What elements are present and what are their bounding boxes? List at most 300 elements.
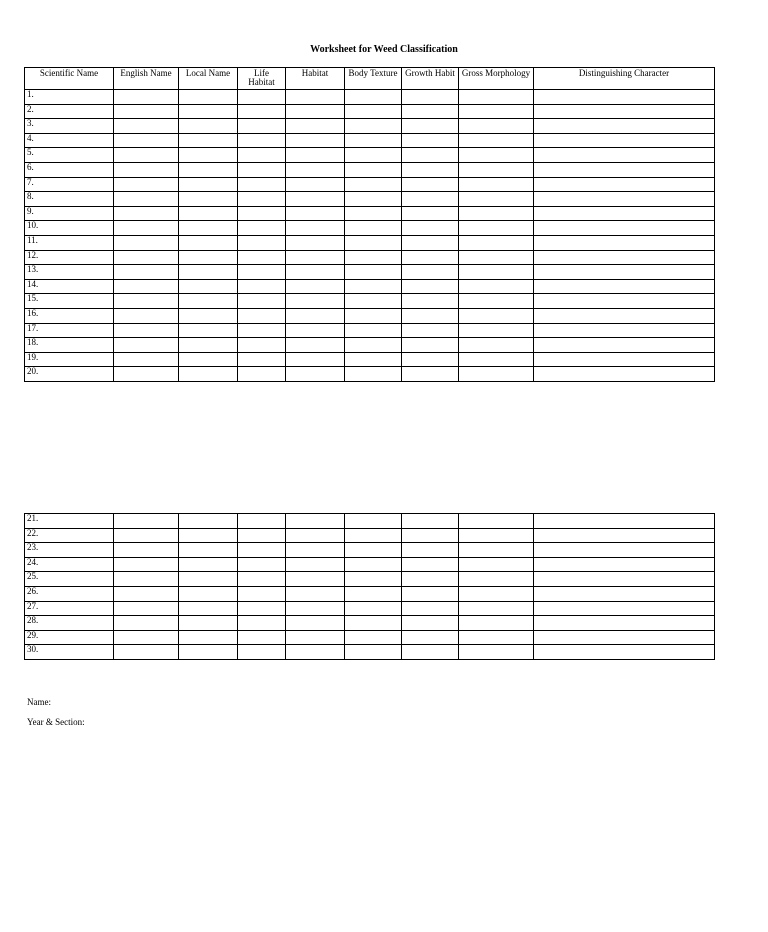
table-row — [25, 352, 715, 367]
table-cell — [345, 308, 402, 323]
table-cell — [459, 206, 534, 221]
column-header: English Name — [114, 68, 179, 90]
table-cell — [534, 616, 715, 631]
table-cell — [402, 104, 459, 119]
table-cell — [179, 630, 238, 645]
table-cell — [114, 235, 179, 250]
table-cell — [402, 557, 459, 572]
table-cell — [238, 192, 286, 207]
row-number: 3. — [25, 119, 114, 134]
table-cell — [179, 294, 238, 309]
table-cell — [345, 645, 402, 660]
table-cell — [238, 543, 286, 558]
table-cell — [179, 162, 238, 177]
table-cell — [459, 572, 534, 587]
table-cell — [114, 338, 179, 353]
row-number: 13. — [25, 265, 114, 280]
table-cell — [238, 250, 286, 265]
table-row — [25, 250, 715, 265]
table-cell — [345, 630, 402, 645]
table-cell — [402, 294, 459, 309]
table-cell — [345, 265, 402, 280]
table-cell — [459, 630, 534, 645]
table-cell — [238, 586, 286, 601]
table-cell — [114, 104, 179, 119]
table-cell — [114, 616, 179, 631]
table-cell — [534, 250, 715, 265]
row-number: 8. — [25, 192, 114, 207]
table-cell — [534, 645, 715, 660]
row-number: 30. — [25, 645, 114, 660]
table-cell — [114, 528, 179, 543]
table-cell — [402, 572, 459, 587]
table-cell — [179, 177, 238, 192]
table-cell — [534, 352, 715, 367]
table-cell — [345, 90, 402, 105]
table-cell — [459, 543, 534, 558]
table-cell — [286, 557, 345, 572]
table-row — [25, 90, 715, 105]
table-cell — [534, 543, 715, 558]
column-header: Habitat — [286, 68, 345, 90]
table-cell — [345, 557, 402, 572]
row-number: 4. — [25, 133, 114, 148]
table-cell — [402, 308, 459, 323]
table-cell — [402, 265, 459, 280]
table-cell — [345, 279, 402, 294]
column-header: Gross Morphology — [459, 68, 534, 90]
table-row — [25, 119, 715, 134]
table-row — [25, 323, 715, 338]
table-cell — [402, 133, 459, 148]
table-cell — [286, 206, 345, 221]
table-cell — [238, 528, 286, 543]
table-cell — [179, 514, 238, 529]
table-cell — [345, 601, 402, 616]
table-cell — [114, 294, 179, 309]
table-cell — [345, 119, 402, 134]
table-cell — [459, 162, 534, 177]
table-cell — [534, 630, 715, 645]
table-cell — [534, 338, 715, 353]
table-cell — [459, 177, 534, 192]
table-cell — [345, 221, 402, 236]
table-cell — [459, 148, 534, 163]
table-cell — [534, 265, 715, 280]
row-number: 15. — [25, 294, 114, 309]
table-row — [25, 543, 715, 558]
table-cell — [179, 133, 238, 148]
table-cell — [459, 616, 534, 631]
table-row — [25, 177, 715, 192]
table-cell — [238, 616, 286, 631]
table-cell — [345, 352, 402, 367]
table-cell — [238, 206, 286, 221]
table-cell — [402, 221, 459, 236]
table-cell — [345, 338, 402, 353]
table-cell — [402, 367, 459, 382]
table-cell — [286, 572, 345, 587]
table-cell — [534, 528, 715, 543]
table-cell — [459, 352, 534, 367]
table-row — [25, 148, 715, 163]
row-number: 28. — [25, 616, 114, 631]
table-cell — [238, 162, 286, 177]
table-cell — [179, 90, 238, 105]
table-cell — [179, 279, 238, 294]
row-number: 24. — [25, 557, 114, 572]
table-cell — [534, 177, 715, 192]
table-cell — [402, 528, 459, 543]
table-cell — [534, 308, 715, 323]
table-cell — [402, 645, 459, 660]
row-number: 18. — [25, 338, 114, 353]
table-cell — [459, 90, 534, 105]
table-row — [25, 338, 715, 353]
table-cell — [534, 572, 715, 587]
table-cell — [238, 279, 286, 294]
table-cell — [345, 528, 402, 543]
table-cell — [459, 323, 534, 338]
table-cell — [179, 616, 238, 631]
table-cell — [179, 104, 238, 119]
table-cell — [286, 265, 345, 280]
table-cell — [534, 557, 715, 572]
table-cell — [114, 148, 179, 163]
table-cell — [179, 557, 238, 572]
table-cell — [238, 514, 286, 529]
table-cell — [459, 528, 534, 543]
table-cell — [286, 279, 345, 294]
column-header: Scientific Name — [25, 68, 114, 90]
table-cell — [402, 338, 459, 353]
row-number: 25. — [25, 572, 114, 587]
column-header: Body Texture — [345, 68, 402, 90]
table-cell — [345, 133, 402, 148]
table-cell — [286, 528, 345, 543]
table-cell — [238, 221, 286, 236]
table-cell — [114, 645, 179, 660]
table-cell — [238, 90, 286, 105]
table-cell — [114, 279, 179, 294]
table-cell — [459, 367, 534, 382]
table-cell — [534, 367, 715, 382]
table-cell — [238, 119, 286, 134]
table-cell — [179, 308, 238, 323]
table-cell — [286, 352, 345, 367]
column-header: Growth Habit — [402, 68, 459, 90]
row-number: 21. — [25, 514, 114, 529]
table-cell — [179, 265, 238, 280]
table-cell — [238, 265, 286, 280]
table-cell — [402, 323, 459, 338]
table-cell — [534, 601, 715, 616]
table-row — [25, 294, 715, 309]
table-cell — [402, 162, 459, 177]
table-cell — [402, 352, 459, 367]
table-cell — [402, 90, 459, 105]
table-cell — [459, 514, 534, 529]
row-number: 1. — [25, 90, 114, 105]
table-cell — [179, 148, 238, 163]
table-cell — [286, 162, 345, 177]
table-cell — [345, 572, 402, 587]
table-cell — [345, 616, 402, 631]
table-cell — [534, 90, 715, 105]
table-cell — [345, 162, 402, 177]
table-cell — [114, 543, 179, 558]
table-cell — [238, 557, 286, 572]
row-number: 16. — [25, 308, 114, 323]
table-cell — [238, 630, 286, 645]
table-row — [25, 162, 715, 177]
table-cell — [345, 323, 402, 338]
row-number: 29. — [25, 630, 114, 645]
table-cell — [286, 104, 345, 119]
table-cell — [114, 250, 179, 265]
row-number: 11. — [25, 235, 114, 250]
table-cell — [286, 177, 345, 192]
table-cell — [286, 133, 345, 148]
row-number: 7. — [25, 177, 114, 192]
table-cell — [238, 645, 286, 660]
table-cell — [534, 133, 715, 148]
row-number: 23. — [25, 543, 114, 558]
table-cell — [238, 235, 286, 250]
table-cell — [179, 645, 238, 660]
table-cell — [345, 294, 402, 309]
table-cell — [459, 235, 534, 250]
table-cell — [179, 221, 238, 236]
table-cell — [459, 133, 534, 148]
table-cell — [459, 294, 534, 309]
table-row — [25, 206, 715, 221]
table-row — [25, 645, 715, 660]
table-row — [25, 221, 715, 236]
table-cell — [179, 119, 238, 134]
table-cell — [534, 514, 715, 529]
table-cell — [402, 119, 459, 134]
table-cell — [286, 119, 345, 134]
table-row — [25, 557, 715, 572]
table-row — [25, 367, 715, 382]
table-cell — [402, 601, 459, 616]
table-cell — [114, 221, 179, 236]
worksheet-title: Worksheet for Weed Classification — [310, 44, 458, 55]
table-cell — [345, 586, 402, 601]
table-cell — [179, 192, 238, 207]
table-cell — [114, 352, 179, 367]
table-cell — [345, 235, 402, 250]
table-row — [25, 235, 715, 250]
table-cell — [238, 104, 286, 119]
table-cell — [459, 265, 534, 280]
table-cell — [114, 601, 179, 616]
table-cell — [534, 279, 715, 294]
table-cell — [286, 616, 345, 631]
row-number: 20. — [25, 367, 114, 382]
table-cell — [114, 119, 179, 134]
table-cell — [402, 616, 459, 631]
table-cell — [345, 104, 402, 119]
table-cell — [238, 338, 286, 353]
table-cell — [534, 221, 715, 236]
column-header: Local Name — [179, 68, 238, 90]
table-cell — [345, 177, 402, 192]
table-cell — [345, 514, 402, 529]
table-cell — [459, 557, 534, 572]
table-cell — [179, 586, 238, 601]
table-cell — [534, 586, 715, 601]
row-number: 19. — [25, 352, 114, 367]
table-cell — [459, 192, 534, 207]
table-row — [25, 133, 715, 148]
table-cell — [286, 235, 345, 250]
table-cell — [402, 250, 459, 265]
table-cell — [402, 206, 459, 221]
name-field-label: Name: — [27, 697, 51, 707]
table-cell — [286, 601, 345, 616]
table-cell — [402, 235, 459, 250]
table-cell — [534, 192, 715, 207]
table-cell — [114, 557, 179, 572]
table-cell — [286, 367, 345, 382]
row-number: 9. — [25, 206, 114, 221]
table-cell — [238, 133, 286, 148]
table-cell — [114, 192, 179, 207]
table-cell — [402, 148, 459, 163]
table-row — [25, 265, 715, 280]
year-section-field-label: Year & Section: — [27, 717, 85, 727]
table-cell — [286, 323, 345, 338]
table-cell — [114, 206, 179, 221]
table-cell — [179, 206, 238, 221]
table-row — [25, 630, 715, 645]
table-cell — [534, 294, 715, 309]
table-cell — [459, 645, 534, 660]
table-cell — [179, 323, 238, 338]
table-row — [25, 192, 715, 207]
table-cell — [179, 528, 238, 543]
table-cell — [534, 235, 715, 250]
table-cell — [286, 192, 345, 207]
table-cell — [114, 177, 179, 192]
table-cell — [286, 148, 345, 163]
table-cell — [114, 308, 179, 323]
column-header: Distinguishing Character — [534, 68, 715, 90]
table-cell — [114, 265, 179, 280]
table-cell — [459, 221, 534, 236]
table-row — [25, 528, 715, 543]
table-cell — [286, 630, 345, 645]
row-number: 17. — [25, 323, 114, 338]
classification-table-top — [24, 67, 715, 382]
table-cell — [534, 206, 715, 221]
table-cell — [286, 90, 345, 105]
table-cell — [286, 308, 345, 323]
table-cell — [238, 148, 286, 163]
row-number: 22. — [25, 528, 114, 543]
table-row — [25, 616, 715, 631]
table-cell — [534, 104, 715, 119]
table-cell — [114, 90, 179, 105]
table-cell — [114, 586, 179, 601]
table-cell — [534, 148, 715, 163]
table-cell — [345, 367, 402, 382]
table-cell — [238, 177, 286, 192]
table-cell — [179, 235, 238, 250]
table-cell — [402, 543, 459, 558]
classification-table-bottom — [24, 513, 715, 660]
row-number: 10. — [25, 221, 114, 236]
table-cell — [345, 543, 402, 558]
table-cell — [238, 601, 286, 616]
table-cell — [402, 630, 459, 645]
row-number: 5. — [25, 148, 114, 163]
table-cell — [238, 367, 286, 382]
row-number: 14. — [25, 279, 114, 294]
table-cell — [459, 586, 534, 601]
table-cell — [459, 279, 534, 294]
table-cell — [238, 323, 286, 338]
table-cell — [179, 352, 238, 367]
table-cell — [114, 514, 179, 529]
table-cell — [459, 601, 534, 616]
table-cell — [345, 148, 402, 163]
table-cell — [179, 367, 238, 382]
row-number: 27. — [25, 601, 114, 616]
row-number: 12. — [25, 250, 114, 265]
row-number: 2. — [25, 104, 114, 119]
table-cell — [402, 279, 459, 294]
row-number: 6. — [25, 162, 114, 177]
table-cell — [286, 586, 345, 601]
table-cell — [179, 250, 238, 265]
table-cell — [286, 250, 345, 265]
table-row — [25, 586, 715, 601]
table-row — [25, 104, 715, 119]
table-cell — [114, 630, 179, 645]
table-cell — [238, 308, 286, 323]
table-row — [25, 308, 715, 323]
table-cell — [286, 543, 345, 558]
table-row — [25, 601, 715, 616]
table-cell — [179, 543, 238, 558]
table-row — [25, 572, 715, 587]
table-cell — [459, 104, 534, 119]
table-cell — [459, 338, 534, 353]
table-cell — [345, 206, 402, 221]
column-header: Life Habitat — [238, 68, 286, 90]
table-row — [25, 514, 715, 529]
table-cell — [114, 162, 179, 177]
table-cell — [286, 221, 345, 236]
table-cell — [402, 586, 459, 601]
table-cell — [345, 250, 402, 265]
table-cell — [114, 367, 179, 382]
row-number: 26. — [25, 586, 114, 601]
table-cell — [286, 645, 345, 660]
table-cell — [534, 162, 715, 177]
table-cell — [179, 338, 238, 353]
table-cell — [238, 572, 286, 587]
table-cell — [114, 323, 179, 338]
table-cell — [345, 192, 402, 207]
table-cell — [402, 514, 459, 529]
header-row — [25, 68, 715, 90]
table-cell — [534, 119, 715, 134]
table-cell — [179, 601, 238, 616]
